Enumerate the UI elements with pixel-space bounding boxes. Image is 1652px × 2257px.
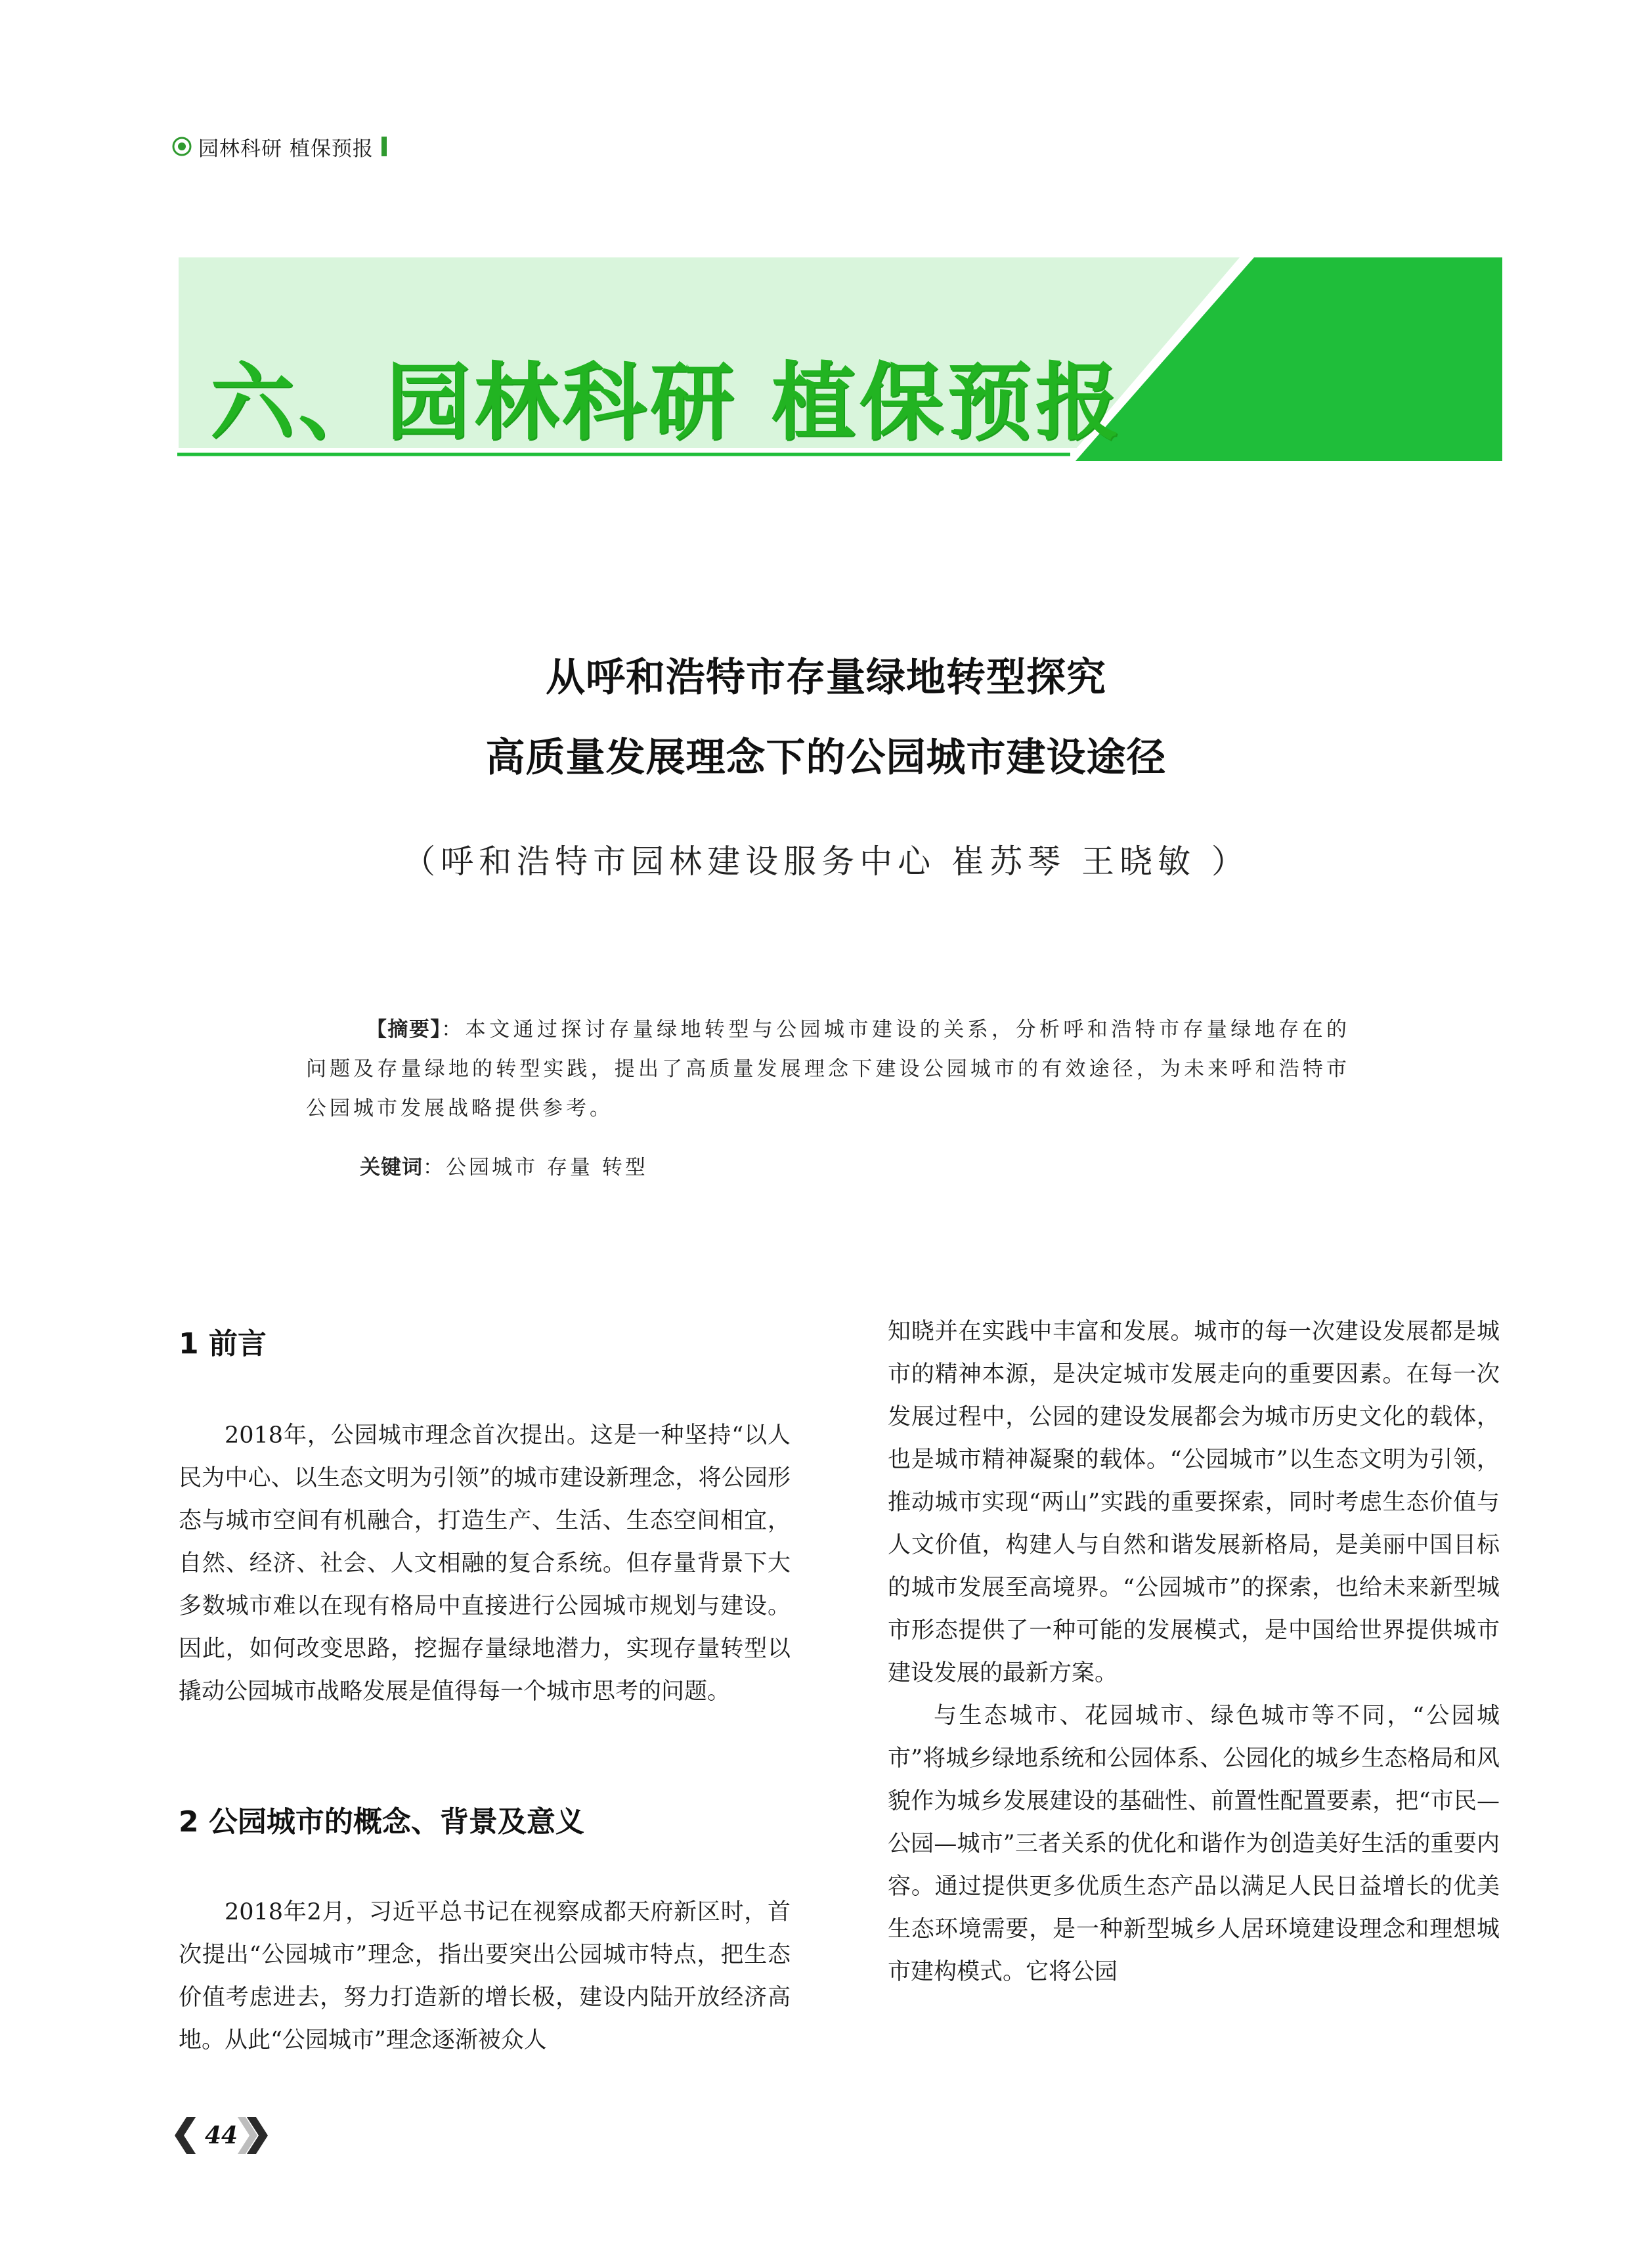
article-title-line-2: 高质量发展理念下的公园城市建设途径 <box>485 735 1167 781</box>
paragraph: 2018年，公园城市理念首次提出。这是一种坚持“以人民为中心、以生态文明为引领”的城市建设新理念，将公园形态与城市空间有机融合，打造生产、生活、生态空间相宜，自然、经济、社会、人文相融的复合系统。但存量背景下大多数城市难以在现有格局中直接进行公园城市规划与建设。因此，如何改变思路，挖掘存量绿地潜力，实现存量转型以撬动公园城市战略发展是值得每一个城市思考的问题。 <box>179 1422 791 1705</box>
abstract-label: 【摘要】 <box>366 1018 442 1041</box>
running-head-text: 园林科研 植保预报 <box>198 137 374 161</box>
paragraph: 知晓并在实践中丰富和发展。城市的每一次建设发展都是城市的精神本源，是决定城市发展走向的重要因素。在每一次发展过程中，公园的建设发展都会为城市历史文化的载体，也是城市精神凝聚的载体。“公园城市”以生态文明为引领，推动城市实现“两山”实践的重要探索，同时考虑生态价值与人文价值，构建人与自然和谐发展新格局，是美丽中国目标的城市发展至高境界。“公园城市”的探索，也给未来新型城市形态提供了一种可能的发展模式，是中国给世界提供城市建设发展的最新方案。 <box>888 1319 1500 1686</box>
byline: （呼和浩特市园林建设服务中心 崔苏琴 王晓敏 ） <box>402 843 1250 881</box>
abstract-text: ：本文通过探讨存量绿地转型与公园城市建设的关系，分析呼和浩特市存量绿地存在的问题及存量绿地的转型实践，提出了高质量发展理念下建设公园城市的有效途径，为未来呼和浩特市公园城市发展战略提供参考。 <box>306 1018 1351 1120</box>
section-banner <box>177 257 1502 466</box>
page-number-badge <box>172 2115 271 2157</box>
target-circle-icon <box>172 137 192 156</box>
abstract <box>306 1010 1350 1128</box>
section-heading-2: 2 公园城市的概念、背景及意义 <box>179 1805 584 1839</box>
paragraph: 2018年2月，习近平总书记在视察成都天府新区时，首次提出“公园城市”理念，指出要突出公园城市特点，把生态价值考虑进去，努力打造新的增长极，建设内陆开放经济高地。从此“公园城市”理念逐渐被众人 <box>179 1899 791 2053</box>
keywords-label: 关键词 <box>360 1156 423 1179</box>
page-number: 44 <box>204 2122 238 2149</box>
left-column-section-1 <box>179 1414 791 1713</box>
running-head <box>172 129 387 164</box>
article-title-line-1: 从呼和浩特市存量绿地转型探究 <box>546 655 1106 701</box>
keywords-text: ：公园城市 存量 转型 <box>423 1156 648 1179</box>
left-column-section-2 <box>179 1891 791 2062</box>
keywords <box>360 1150 648 1180</box>
paragraph: 与生态城市、花园城市、绿色城市等不同，“公园城市”将城乡绿地系统和公园体系、公园化的城乡生态格局和风貌作为城乡发展建设的基础性、前置性配置要素，把“市民—公园—城市”三者关系的优化和谐作为创造美好生活的重要内容。通过提供更多优质生态产品以满足人民日益增长的优美生态环境需要，是一种新型城乡人居环境建设理念和理想城市建构模式。它将公园 <box>888 1703 1500 1985</box>
bar-icon <box>381 137 387 156</box>
section-heading-1: 1 前言 <box>179 1327 267 1361</box>
right-column <box>888 1311 1500 1994</box>
section-title: 六、园林科研 植保预报 <box>210 354 1123 452</box>
